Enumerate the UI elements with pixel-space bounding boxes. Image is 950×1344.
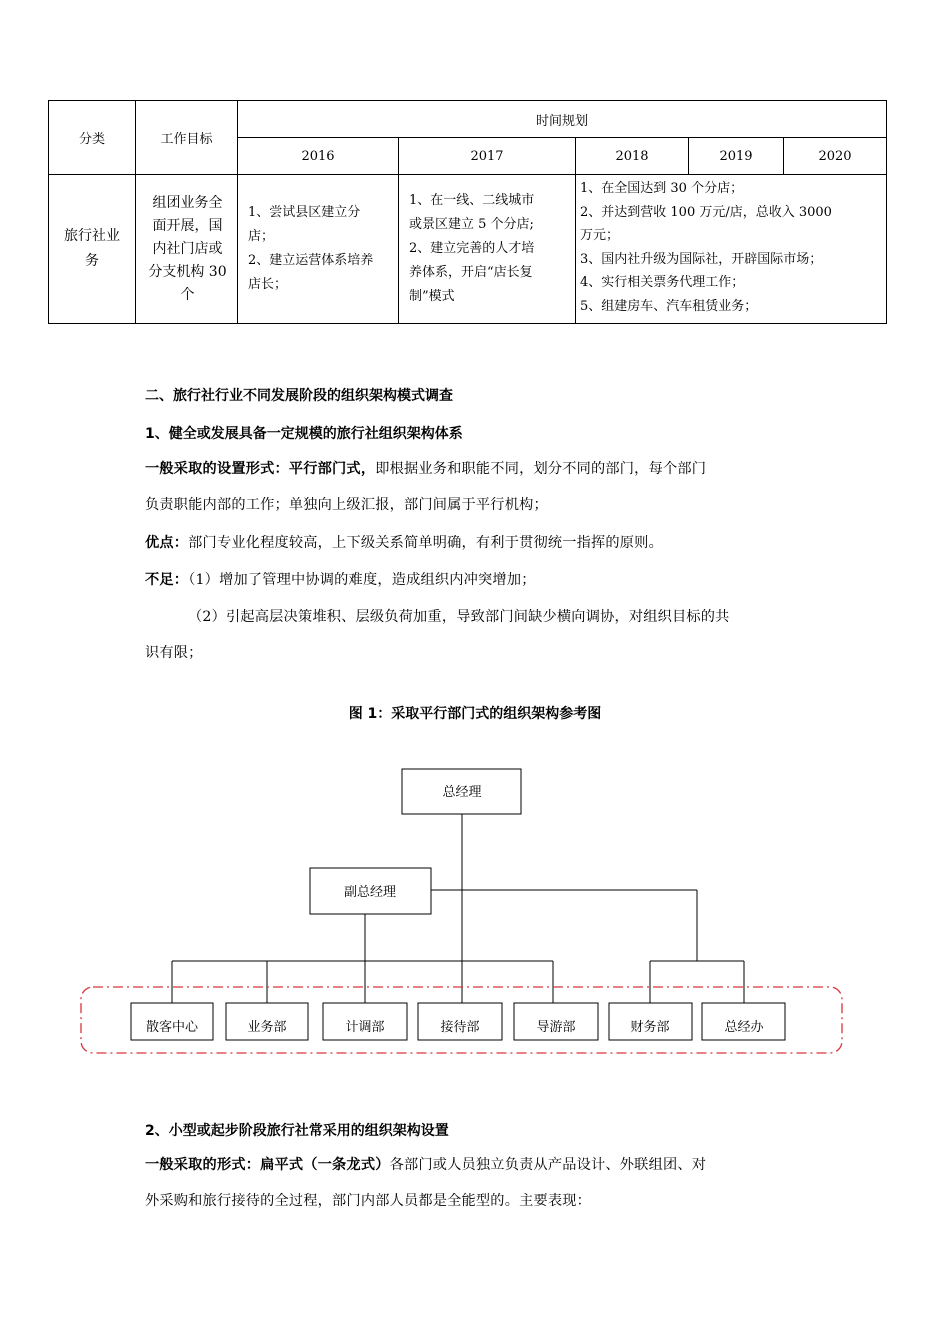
- year-2019: 2019: [689, 138, 784, 175]
- cons-item-2-cont: 识有限；: [145, 645, 203, 661]
- cons-item-2: （2）引起高层决策堆积、层级负荷加重，导致部门间缺少横向调协，对组织目标的共: [188, 609, 730, 625]
- header-category: 分类: [49, 101, 136, 175]
- plan-line: 4、实行相关票务代理工作；: [580, 275, 745, 290]
- goal-line: 个: [180, 286, 195, 303]
- dept-label-daoyou: 导游部: [536, 1020, 576, 1035]
- dept-label-zongjingban: 总经办: [724, 1020, 764, 1035]
- year-2016: 2016: [238, 138, 399, 175]
- gm-label: 总经理: [442, 785, 482, 800]
- flat-paragraph: [145, 1147, 813, 1219]
- form-text: 即根据业务和职能不同，划分不同的部门，每个部门: [375, 461, 707, 477]
- year-2018: 2018: [576, 138, 689, 175]
- plan-line: 3、国内社升级为国际社，开辟国际市场；: [580, 251, 823, 267]
- plan-line: 店；: [248, 229, 275, 244]
- header-timeline: 时间规划: [238, 101, 887, 138]
- plan-line: 万元；: [580, 228, 620, 243]
- plan-line: 5、组建房车、汽车租赁业务；: [580, 298, 758, 314]
- form-text-cont: 负责职能内部的工作；单独向上级汇报，部门间属于平行机构；: [145, 497, 548, 513]
- plan-line: 养体系，开启“店长复: [409, 265, 533, 280]
- flat-text-cont: 外采购和旅行接待的全过程，部门内部人员都是全能型的。主要表现：: [145, 1193, 592, 1209]
- cons-label: 不足：: [145, 572, 189, 588]
- plan-line: 店长；: [248, 277, 288, 292]
- section-heading: 二、旅行社行业不同发展阶段的组织架构模式调查: [145, 388, 453, 404]
- plan-line: 制”模式: [409, 289, 455, 304]
- header-goal: 工作目标: [136, 101, 238, 175]
- pros-text: 部门专业化程度较高，上下级关系简单明确，有利于贯彻统一指挥的原则。: [188, 535, 663, 551]
- subsection-heading-1: 1、健全或发展具备一定规模的旅行社组织架构体系: [145, 426, 463, 442]
- dept-label-caiwu: 财务部: [630, 1020, 670, 1035]
- plan-line: 2、建立运营体系培养: [248, 253, 374, 268]
- pros-label: 优点：: [145, 535, 189, 551]
- goal-line: 面开展，国: [152, 217, 223, 234]
- dept-label-yewu: 业务部: [247, 1020, 287, 1035]
- plan-line: 2、并达到营收 100 万元/店，总收入 3000: [580, 204, 832, 220]
- plan-line: 2、建立完善的人才培: [409, 241, 535, 256]
- plan-line: 或景区建立 5 个分店;: [409, 217, 534, 232]
- plan-line: 1、在一线、二线城市: [409, 193, 535, 208]
- deputy-label: 副总经理: [343, 885, 397, 900]
- form-label: 一般采取的设置形式：平行部门式，: [145, 461, 376, 477]
- goal-line: 内社门店或: [152, 240, 223, 257]
- dept-label-jidiao: 计调部: [345, 1020, 385, 1035]
- plan-line: 1、尝试县区建立分: [248, 205, 361, 220]
- dept-label-sanke: 散客中心: [145, 1020, 199, 1035]
- category-line: 务: [85, 253, 99, 269]
- year-2017: 2017: [399, 138, 576, 175]
- goal-line: 组团业务全: [152, 194, 223, 211]
- goal-line: 分支机构 30: [148, 263, 227, 280]
- flat-text: 各部门或人员独立负责从产品设计、外联组团、对: [389, 1157, 707, 1173]
- subsection-heading-2: 2、小型或起步阶段旅行社常采用的组织架构设置: [145, 1123, 449, 1139]
- plan-line: 1、在全国达到 30 个分店；: [580, 181, 744, 196]
- flat-label: 一般采取的形式：扁平式（一条龙式）: [145, 1157, 390, 1173]
- cons-item-1: （1）增加了管理中协调的难度，造成组织内冲突增加；: [188, 572, 536, 588]
- figure-caption: 图 1：采取平行部门式的组织架构参考图: [348, 706, 602, 722]
- dept-label-jiedai: 接待部: [440, 1020, 480, 1035]
- category-line: 旅行社业: [64, 228, 120, 244]
- year-2020: 2020: [784, 138, 887, 175]
